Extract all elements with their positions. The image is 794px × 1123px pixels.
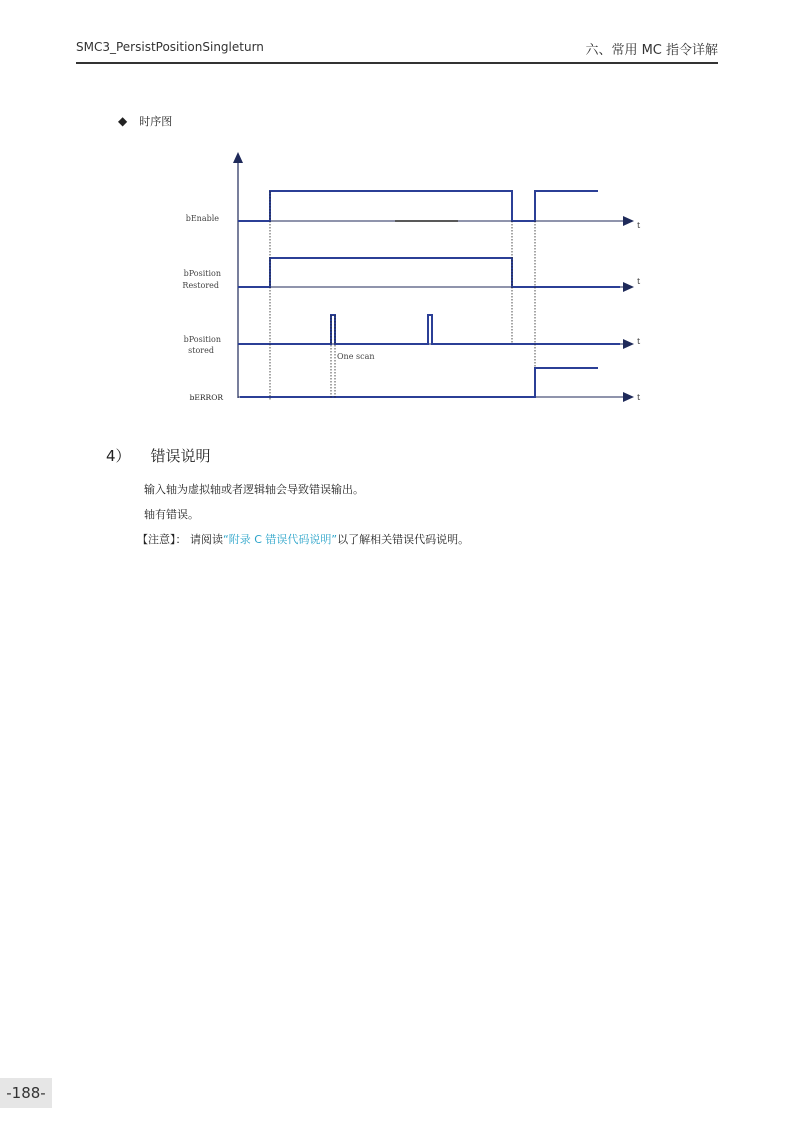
- note-line: [137, 531, 469, 547]
- section-number: 4）: [106, 447, 131, 465]
- section-title: 错误说明: [150, 447, 211, 465]
- appendix-link[interactable]: “附录 C 错误代码说明”: [223, 533, 338, 546]
- signal-label-error: bERROR: [189, 393, 223, 402]
- waveform-stored: [238, 315, 620, 344]
- time-axis-label: t: [637, 337, 641, 346]
- page-number: -188-: [0, 1078, 52, 1108]
- signal-label-stored-line1: bPosition: [183, 335, 221, 344]
- timing-diagram: [0, 0, 794, 430]
- signal-label-restored-line2: Restored: [182, 281, 219, 290]
- signal-label-stored-line2: stored: [188, 346, 214, 355]
- section-4-heading: [106, 445, 211, 466]
- diamond-bullet-icon: ◆: [118, 114, 128, 128]
- note-prefix: 【注意】： 请阅读: [137, 533, 223, 546]
- one-scan-annotation: One scan: [337, 352, 375, 361]
- timing-section-title: 时序图: [139, 115, 173, 128]
- note-suffix: 以了解相关错误代码说明。: [337, 533, 470, 546]
- error-paragraph-2: 轴有错误。: [144, 508, 199, 521]
- signal-label-restored-line1: bPosition: [183, 269, 221, 278]
- timing-guide-lines: [270, 191, 535, 400]
- time-axis-label: t: [637, 393, 641, 402]
- header-chapter-title: 六、常用 MC 指令详解: [585, 43, 718, 58]
- waveform-restored: [238, 258, 620, 287]
- time-axis-restored: [238, 277, 641, 292]
- signal-label-benable: bEnable: [185, 214, 219, 223]
- vertical-axis-arrow-icon: [233, 152, 243, 163]
- error-paragraph-1: 输入轴为虚拟轴或者逻辑轴会导致错误输出。: [144, 483, 364, 496]
- waveform-error: [240, 368, 598, 397]
- header-doc-title: SMC3_PersistPositionSingleturn: [76, 40, 264, 54]
- time-axis-label: t: [637, 277, 641, 286]
- time-axis-label: t: [637, 221, 641, 230]
- time-axis-benable: [238, 216, 641, 230]
- waveform-benable: [238, 191, 598, 221]
